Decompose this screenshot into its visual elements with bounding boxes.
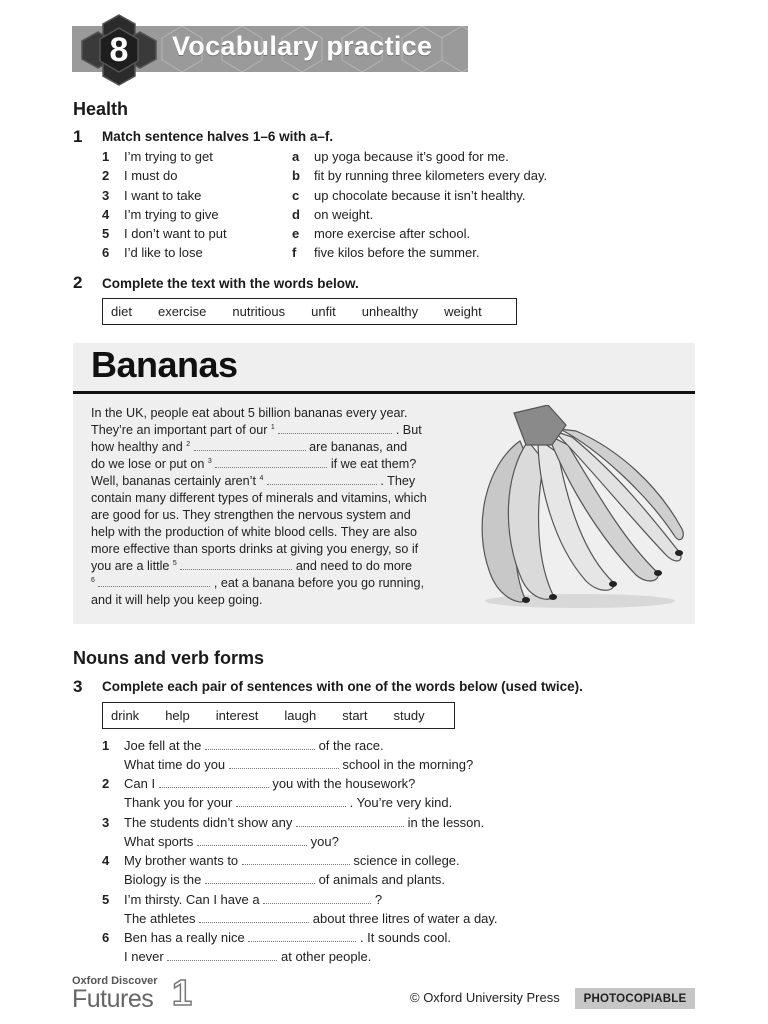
item-number: 4 — [102, 853, 110, 868]
word-box — [102, 298, 517, 325]
sentence-text: My brother wants to — [124, 853, 239, 868]
article-divider — [73, 391, 695, 394]
word-chip: diet — [111, 304, 132, 319]
item-number: 1 — [102, 149, 110, 164]
sentence-text: school in the morning? — [342, 757, 474, 772]
sentence-text: you? — [310, 834, 339, 849]
item-letter: c — [292, 188, 300, 203]
answer-gap[interactable] — [215, 456, 327, 468]
answer-gap[interactable] — [199, 911, 309, 923]
article-text: , eat a banana before you go running, — [213, 576, 424, 590]
sentence-text: Biology is the — [124, 872, 202, 887]
answer-gap[interactable] — [296, 815, 404, 827]
answer-gap[interactable] — [197, 834, 307, 846]
section-heading-health: Health — [73, 99, 129, 119]
sentence-text: What time do you — [124, 757, 226, 772]
sentence-start: I’m trying to give — [124, 207, 219, 222]
exercise-3-instruction: Complete each pair of sentences with one of the words below (used twice). — [102, 679, 583, 694]
article-text: how healthy and — [91, 440, 183, 454]
item-number: 2 — [102, 776, 110, 791]
article-line — [91, 473, 415, 490]
sentence-end: more exercise after school. — [314, 226, 471, 241]
sentence-text: Can I — [124, 776, 156, 791]
unit-number: 8 — [109, 30, 129, 69]
word-chip: interest — [215, 708, 259, 723]
article-line — [91, 422, 422, 439]
answer-gap[interactable] — [248, 930, 356, 942]
word-chip: exercise — [157, 304, 207, 319]
brand-series: Oxford Discover — [72, 975, 158, 987]
sentence-start: I don’t want to put — [124, 226, 227, 241]
sentence-end: five kilos before the summer. — [314, 245, 480, 260]
article-text: are bananas, and — [309, 440, 408, 454]
exercise-1-instruction: Match sentence halves 1–6 with a–f. — [102, 129, 334, 144]
copyright-text: © Oxford University Press — [410, 990, 560, 1005]
brand-logo: Futures — [72, 985, 154, 1013]
item-letter: a — [292, 149, 300, 164]
sentence-end: fit by running three kilometers every day. — [314, 168, 548, 183]
word-chip: help — [165, 708, 190, 723]
answer-gap[interactable] — [98, 575, 210, 587]
article-text: . But — [395, 423, 422, 437]
article-text: if we eat them? — [330, 457, 417, 471]
word-chip: weight — [444, 304, 482, 319]
item-number: 5 — [102, 226, 110, 241]
answer-gap[interactable] — [205, 872, 315, 884]
answer-gap[interactable] — [159, 776, 269, 788]
article-text: . They — [380, 474, 416, 488]
article-text: They’re an important part of our — [91, 423, 268, 437]
item-letter: e — [292, 226, 300, 241]
article-text: Well, bananas certainly aren’t — [91, 474, 256, 488]
sentence-text: ? — [374, 892, 383, 907]
item-number: 6 — [102, 245, 110, 260]
gap-number: 4 — [259, 474, 264, 482]
sentence-text: . It sounds cool. — [359, 930, 451, 945]
sentence — [124, 775, 415, 792]
item-number: 2 — [102, 168, 110, 183]
word-chip: unhealthy — [361, 304, 419, 319]
item-number: 6 — [102, 930, 110, 945]
item-number: 3 — [102, 188, 110, 203]
article-title: Bananas — [91, 344, 238, 385]
sentence — [124, 814, 484, 831]
gap-number: 6 — [91, 576, 95, 584]
article-line: and it will help you keep going. — [91, 593, 263, 607]
answer-gap[interactable] — [263, 892, 371, 904]
article-text: you are a little — [91, 559, 170, 573]
article-text: and need to do more — [295, 559, 413, 573]
sentence — [124, 910, 498, 927]
sentence-text: Joe fell at the — [124, 738, 202, 753]
sentence-start: I’m trying to get — [124, 149, 213, 164]
article-line: more effective than sports drinks at giving you energy, so if — [91, 542, 419, 556]
word-chip: unfit — [311, 304, 336, 319]
gap-number: 1 — [270, 423, 275, 431]
gap-number: 2 — [186, 440, 191, 448]
sentence-text: I never — [124, 949, 164, 964]
exercise-1-number: 1 — [73, 127, 83, 146]
sentence-text: What sports — [124, 834, 194, 849]
sentence-text: you with the housework? — [272, 776, 416, 791]
item-letter: f — [292, 245, 297, 260]
article-line — [91, 439, 407, 456]
answer-gap[interactable] — [229, 757, 339, 769]
article-line: help with the production of white blood cells. They are also — [91, 525, 417, 539]
sentence — [124, 852, 460, 869]
sentence — [124, 871, 445, 888]
sentence — [124, 737, 384, 754]
item-letter: b — [292, 168, 300, 183]
exercise-2-instruction: Complete the text with the words below. — [102, 276, 359, 291]
word-chip: nutritious — [232, 304, 286, 319]
sentence-text: of animals and plants. — [318, 872, 446, 887]
word-chip: laugh — [284, 708, 317, 723]
sentence-end: on weight. — [314, 207, 374, 222]
sentence-text: The students didn’t show any — [124, 815, 293, 830]
answer-gap[interactable] — [236, 795, 346, 807]
answer-gap[interactable] — [278, 422, 392, 434]
sentence-text: I’m thirsty. Can I have a — [124, 892, 260, 907]
article-line: are good for us. They strengthen the nervous system and — [91, 508, 411, 522]
item-number: 5 — [102, 892, 110, 907]
sentence-text: . You’re very kind. — [349, 795, 453, 810]
word-box — [102, 702, 455, 729]
sentence — [124, 929, 451, 946]
gap-number: 3 — [207, 457, 212, 465]
answer-gap[interactable] — [205, 738, 315, 750]
answer-gap[interactable] — [267, 473, 377, 485]
sentence — [124, 833, 339, 850]
article-text: do we lose or put on — [91, 457, 205, 471]
photocopiable-badge: PHOTOCOPIABLE — [575, 988, 695, 1009]
article-line: In the UK, people eat about 5 billion bananas every year. — [91, 406, 408, 420]
sentence-text: science in college. — [353, 853, 460, 868]
article-line — [91, 558, 412, 575]
answer-gap[interactable] — [194, 439, 306, 451]
brand-level: 1 — [172, 972, 193, 1013]
answer-gap[interactable] — [167, 949, 277, 961]
word-chip: start — [342, 708, 368, 723]
item-number: 4 — [102, 207, 110, 222]
article-line — [91, 575, 424, 592]
sentence-start: I want to take — [124, 188, 202, 203]
article-line — [91, 456, 416, 473]
article-line: contain many different types of minerals and vitamins, which — [91, 491, 427, 505]
sentence — [124, 756, 473, 773]
sentence-start: I’d like to lose — [124, 245, 203, 260]
word-chip: study — [393, 708, 425, 723]
bananas-image — [468, 405, 686, 611]
sentence-text: in the lesson. — [407, 815, 485, 830]
item-number: 1 — [102, 738, 110, 753]
sentence-end: up yoga because it’s good for me. — [314, 149, 509, 164]
sentence-text: Ben has a really nice — [124, 930, 245, 945]
gap-number: 5 — [172, 559, 177, 567]
item-number: 3 — [102, 815, 110, 830]
sentence-end: up chocolate because it isn’t healthy. — [314, 188, 526, 203]
page-title: Vocabulary practice — [172, 31, 433, 61]
sentence-text: The athletes — [124, 911, 196, 926]
sentence — [124, 891, 382, 908]
exercise-2-number: 2 — [73, 273, 83, 292]
sentence-text: of the race. — [318, 738, 384, 753]
sentence-text: about three litres of water a day. — [312, 911, 498, 926]
sentence — [124, 794, 452, 811]
sentence-text: at other people. — [281, 949, 372, 964]
answer-gap[interactable] — [180, 558, 292, 570]
sentence — [124, 948, 371, 965]
item-letter: d — [292, 207, 300, 222]
sentence-start: I must do — [124, 168, 178, 183]
sentence-text: Thank you for your — [124, 795, 233, 810]
exercise-3-number: 3 — [73, 677, 83, 696]
word-chip: drink — [111, 708, 140, 723]
section-heading-nouns: Nouns and verb forms — [73, 648, 265, 668]
answer-gap[interactable] — [242, 853, 350, 865]
